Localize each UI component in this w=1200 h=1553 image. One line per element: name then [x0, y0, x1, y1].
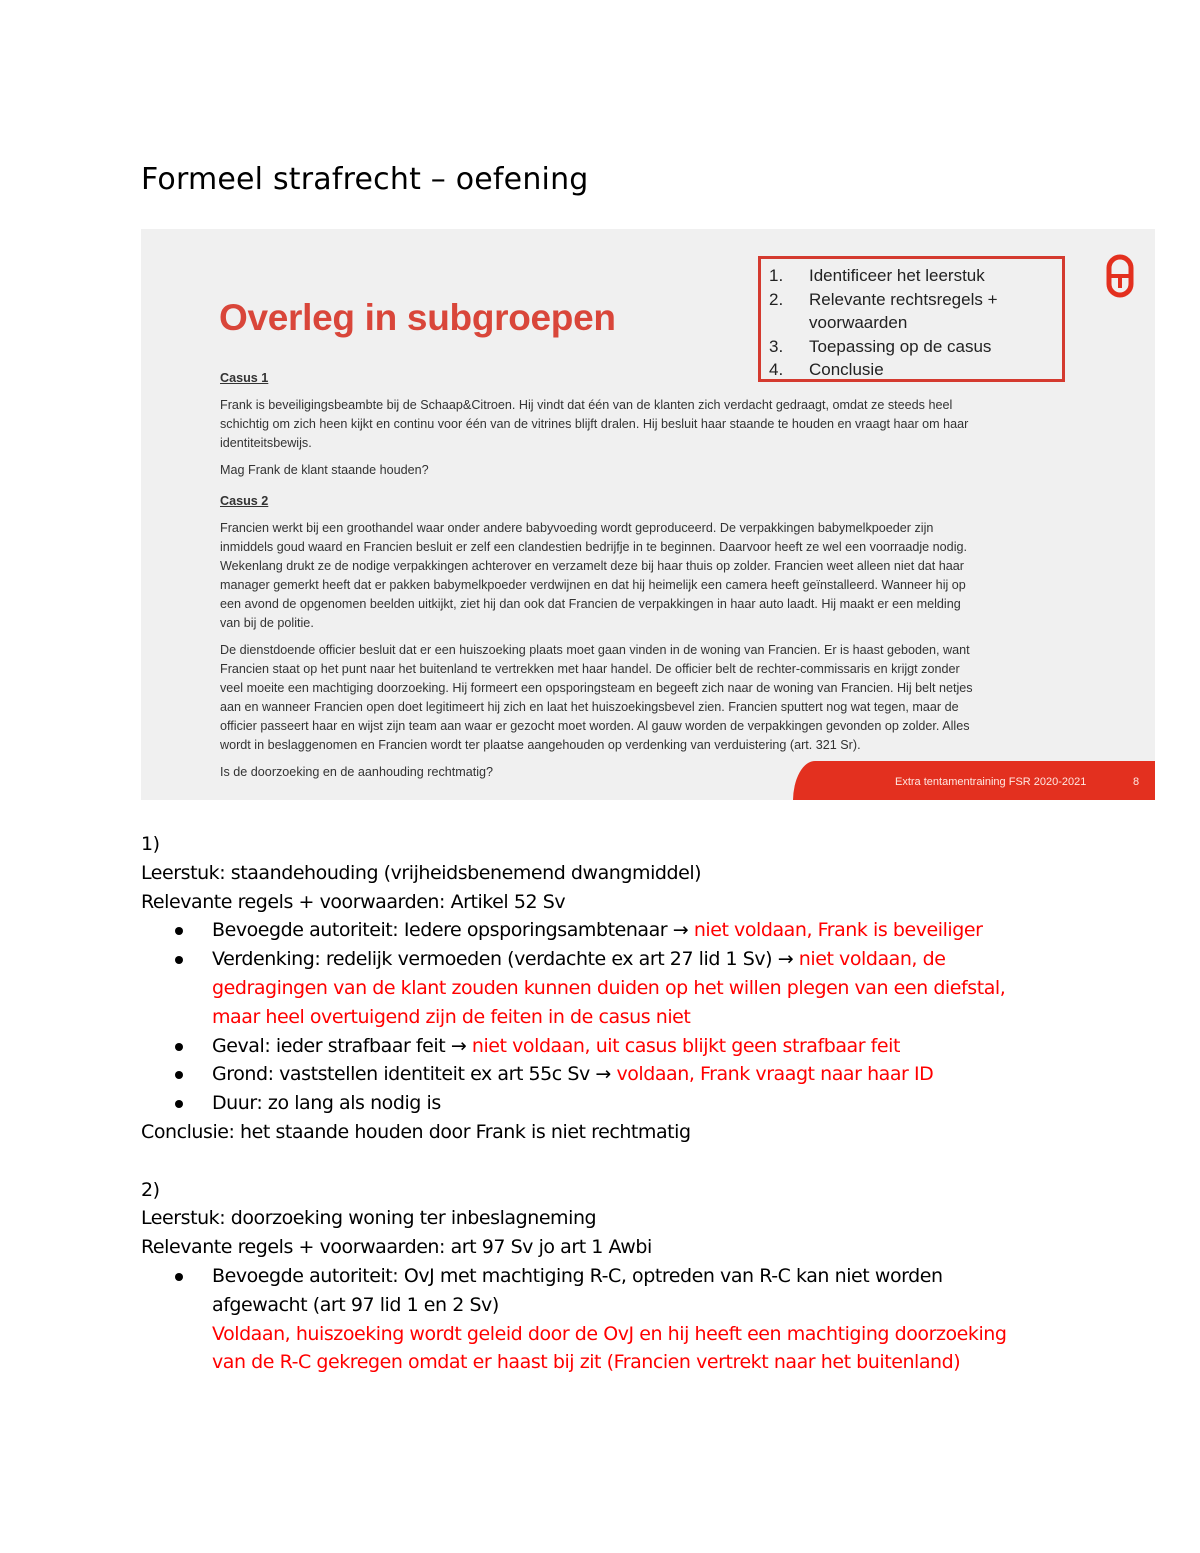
bullet-item	[141, 916, 1141, 945]
bullet-assessment: voldaan, Frank vraagt naar haar ID	[616, 1063, 934, 1086]
slide-text-line: manager gemerkt heeft dat er pakken babymelkpoeder verdwijnen en dat hij heimelijk een camera heeft geïnstalleerd. Wanneer hij op	[220, 578, 966, 592]
bullet-item	[141, 1032, 1141, 1061]
step-text: voorwaarden	[809, 313, 908, 333]
answers	[141, 830, 1141, 1377]
casus2-paragraph-2	[220, 641, 1080, 755]
bullet-text: afgewacht (art 97 lid 1 en 2 Sv)	[212, 1293, 499, 1316]
slide-text-line: veel moeite een machtiging doorzoeking. Hij formeert een opsporingsteam en begeeft zich naar de woning van Francien. Hij belt netjes	[220, 681, 973, 695]
bullet-text: Grond: vaststellen identiteit ex art 55c Sv →	[212, 1063, 617, 1086]
step-item	[769, 311, 1054, 335]
step-number: 1.	[769, 266, 784, 285]
slide-image	[141, 229, 1155, 800]
slide-text-line: schichtig om zich heen kijkt en continu voor één van de vitrines blijft dralen. Hij besluit haar staande te houden en vraagt haar om haar	[220, 417, 969, 431]
slide-title: Overleg in subgroepen	[219, 297, 616, 338]
bullet-assessment: van de R-C gekregen omdat er haast bij zit (Francien vertrekt naar het buitenland)	[212, 1351, 961, 1374]
step-number: 2.	[769, 289, 784, 309]
bullet-item	[141, 1060, 1141, 1089]
slide-text-line: Frank is beveiligingsbeambte bij de Schaap&Citroen. Hij vindt dat één van de klanten zich verdacht gedraagt, omdat ze steeds heel	[220, 398, 953, 412]
steps-box	[758, 256, 1065, 382]
slide-page-number: 8	[1133, 776, 1140, 788]
bullet-item	[141, 945, 1141, 1031]
slide-text-line: inmiddels goud waard en Francien besluit er zelf een clandestien bedrijfje in te beginnen. Daarvoor heeft ze wel een voorraadje nodig.	[220, 540, 967, 554]
step-number: 3.	[769, 336, 784, 356]
answer2-bullet-list	[141, 1262, 1141, 1377]
answer1-leerstuk: Leerstuk: staandehouding (vrijheidsbenemend dwangmiddel)	[141, 861, 702, 884]
slide-text-line: De dienstdoende officier besluit dat er een huiszoeking plaats moet gaan vinden in de woning van Francien. Er is haast geboden, want	[220, 643, 970, 657]
steps-list	[769, 264, 1054, 382]
answer2-leerstuk: Leerstuk: doorzoeking woning ter inbeslagneming	[141, 1207, 597, 1230]
slide-text-line: Francien staat op het punt naar het buitenland te vertrekken met haar handel. De officier belt de rechter-commissaris en krijgt zonder	[220, 662, 960, 676]
answer2-regels: Relevante regels + voorwaarden: art 97 Sv jo art 1 Awbi	[141, 1236, 652, 1259]
bullet-assessment: niet voldaan, uit casus blijkt geen strafbaar feit	[471, 1034, 900, 1057]
answer1-bullet-list	[141, 916, 1141, 1118]
bullet-item	[141, 1262, 1141, 1377]
slide-text-line: Wekenlang drukt ze de nodige verpakkingen achterover en verzamelt deze bij haar thuis op zolder. Francien weet alleen niet dat haar	[220, 559, 964, 573]
answer1-regels: Relevante regels + voorwaarden: Artikel 52 Sv	[141, 890, 566, 913]
answer1-number: 1)	[141, 833, 160, 855]
bullet-assessment: niet voldaan, Frank is beveiliger	[693, 919, 983, 942]
bullet-text: Bevoegde autoriteit: OvJ met machtiging R-C, optreden van R-C kan niet worden	[212, 1264, 943, 1287]
bullet-assessment: Voldaan, huiszoeking wordt geleid door de OvJ en hij heeft een machtiging doorzoeking	[212, 1322, 1007, 1345]
step-item	[769, 335, 1054, 359]
slide-text-line: officier passeert haar en wijst zijn team aan waar er gezocht moet worden. Al gauw worden de verpakkingen gevonden op zolder. Alles	[220, 719, 970, 733]
bullet-assessment: niet voldaan, de	[798, 948, 946, 971]
casus2-heading: Casus 2	[220, 494, 269, 508]
slide-text-line: een avond de opgenomen beelden uitkijkt, ziet hij dan ook dat Francien de verpakkingen in haar auto laadt. Hij maakt er een melding	[220, 597, 961, 611]
answer1-conclusie: Conclusie: het staande houden door Frank is niet rechtmatig	[141, 1120, 691, 1143]
step-item	[769, 264, 1054, 288]
casus1-question: Mag Frank de klant staande houden?	[220, 463, 429, 477]
casus1-heading: Casus 1	[220, 371, 269, 385]
bullet-item	[141, 1089, 1141, 1118]
casus2-question: Is de doorzoeking en de aanhouding rechtmatig?	[220, 765, 494, 779]
step-text: Identificeer het leerstuk	[809, 266, 985, 285]
slide-text-line: van bij de politie.	[220, 616, 314, 630]
step-text: Toepassing op de casus	[809, 336, 992, 356]
bullet-text: Verdenking: redelijk vermoeden (verdachte ex art 27 lid 1 Sv) →	[212, 948, 799, 971]
bullet-text: Bevoegde autoriteit: Iedere opsporingsambtenaar →	[212, 919, 694, 942]
bullet-assessment: gedragingen van de klant zouden kunnen duiden op het willen plegen van een diefstal,	[212, 976, 1006, 999]
step-number: 4.	[769, 360, 784, 380]
answer2-number: 2)	[141, 1178, 160, 1201]
step-number	[769, 311, 809, 335]
step-text: Conclusie	[809, 360, 884, 380]
casus2-paragraph-1	[220, 519, 1080, 633]
bullet-assessment: maar heel overtuigend zijn de feiten in de casus niet	[212, 1005, 691, 1028]
step-text: Relevante rechtsregels +	[809, 289, 998, 309]
step-item	[769, 288, 1054, 312]
bullet-text: Geval: ieder strafbaar feit →	[212, 1034, 472, 1057]
slide-body	[220, 369, 1080, 790]
bullet-text: Duur: zo lang als nodig is	[212, 1092, 441, 1115]
slide-text-line: aan en wanneer Francien open doet legitimeert hij zich en laat het huiszoekingsbevel zien. Francien sputtert nog wat tegen, maar de	[220, 700, 959, 714]
slide-text-line: Francien werkt bij een groothandel waar onder andere babyvoeding wordt geproduceerd. De verpakkingen babymelkpoeder zijn	[220, 521, 934, 535]
slide-text-line: identiteitsbewijs.	[220, 436, 312, 450]
brand-logo-icon	[1106, 254, 1134, 298]
page-title: Formeel strafrecht – oefening	[141, 162, 589, 197]
slide-text-line: wordt in beslaggenomen en Francien wordt ter plaatse aangehouden op verdenking van verduistering (art. 321 Sr).	[220, 738, 861, 752]
casus1-text	[220, 396, 1080, 453]
slide-footer-text: Extra tentamentraining FSR 2020-2021	[895, 776, 1087, 788]
